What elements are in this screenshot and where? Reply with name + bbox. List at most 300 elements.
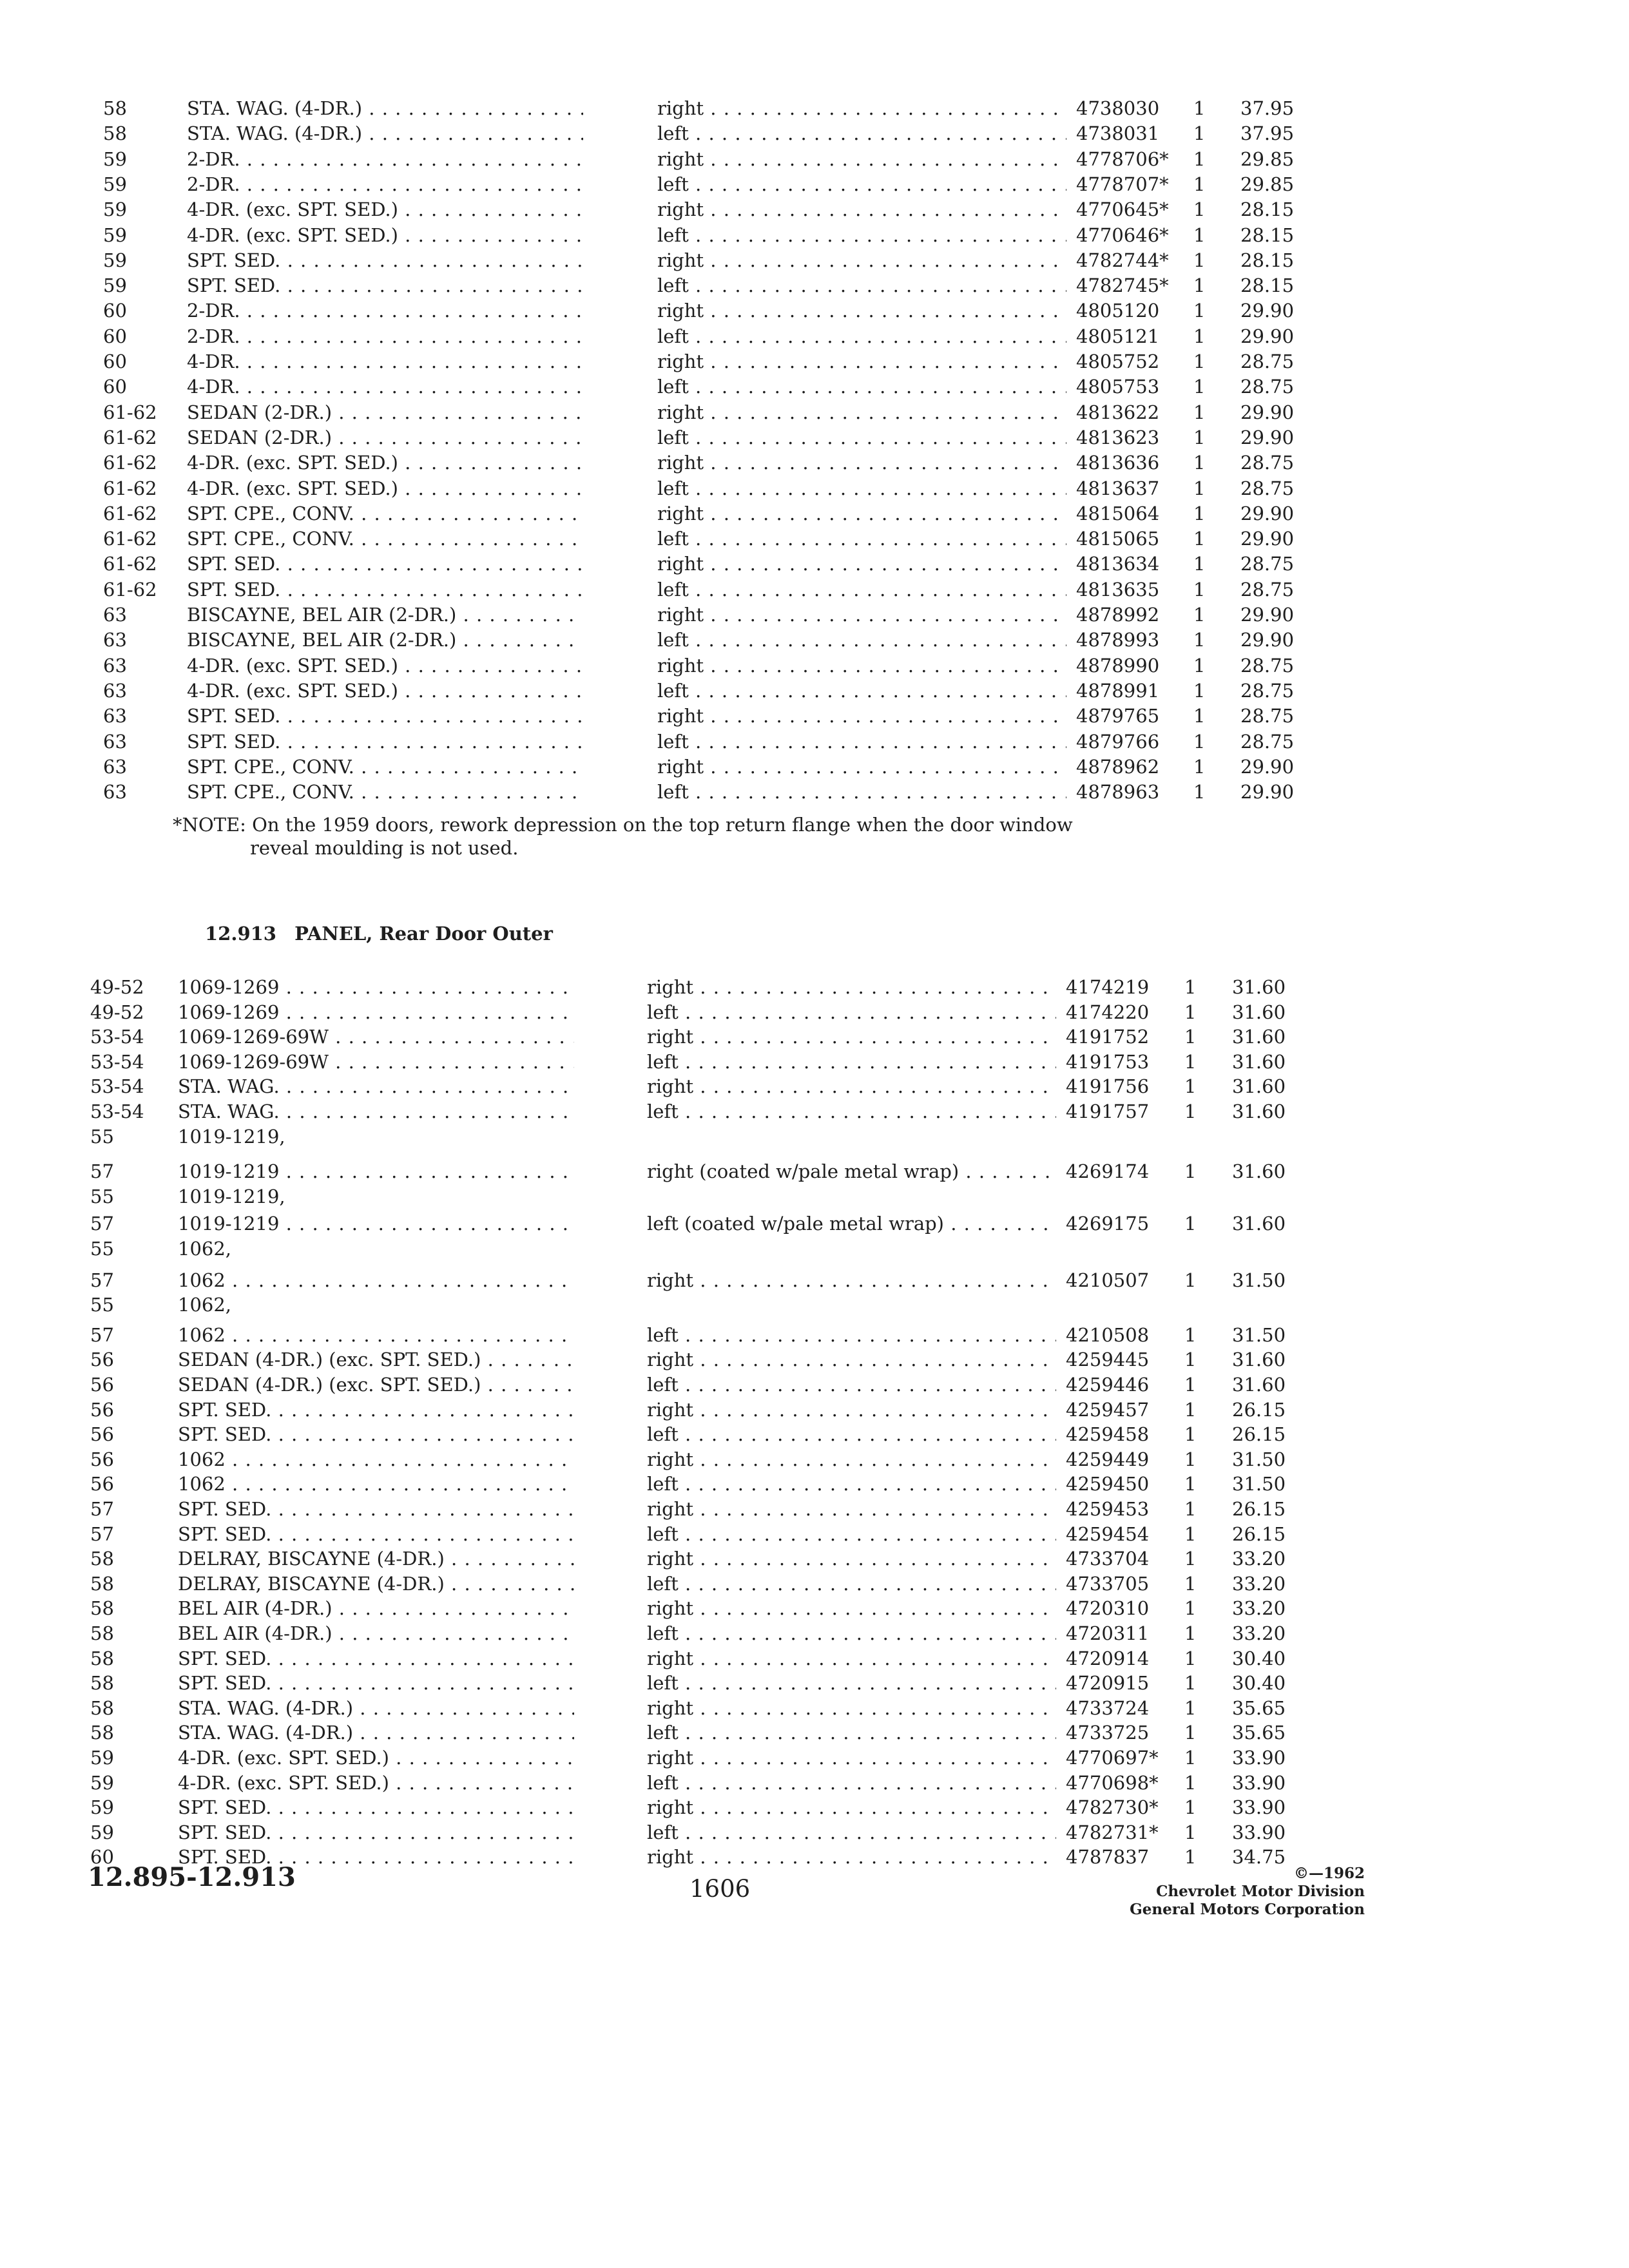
- year-cell: 59: [103, 249, 127, 271]
- quantity-cell: 1: [1193, 654, 1206, 677]
- side-cell: right . . .: [647, 1646, 1056, 1671]
- quantity-cell: 1: [1184, 1622, 1197, 1644]
- quantity-cell: 1: [1184, 1548, 1197, 1570]
- year-cell: 63: [103, 705, 127, 727]
- footnote: [173, 813, 1139, 860]
- price-cell: 31.60: [1232, 1349, 1286, 1371]
- quantity-cell: 1: [1184, 1213, 1197, 1235]
- table-row: [0, 399, 1629, 425]
- table-row: [0, 1292, 1629, 1318]
- corporation-name: General Motors Corporation: [1130, 1901, 1365, 1918]
- year-cell: 60: [103, 325, 127, 347]
- year-cell: 63: [103, 654, 127, 677]
- year-cell: 61-62: [103, 401, 157, 423]
- part-number-cell: 4733705: [1066, 1572, 1150, 1595]
- part-number-cell: 4259450: [1066, 1473, 1150, 1495]
- part-number-cell: 4805121: [1076, 325, 1160, 347]
- side-cell: left . . .: [657, 729, 1066, 754]
- side-cell: right . . .: [647, 974, 1056, 1000]
- side-cell: right . . .: [647, 1446, 1056, 1472]
- part-number-cell: 4269174: [1066, 1160, 1150, 1183]
- quantity-cell: 1: [1184, 1323, 1197, 1346]
- part-number-cell: 4259458: [1066, 1423, 1150, 1446]
- description-cell: 4-DR. (exc. SPT. SED.) . . .: [187, 653, 583, 678]
- side-cell: left . . .: [647, 1670, 1056, 1696]
- part-number-cell: 4878962: [1076, 755, 1160, 778]
- table-row: [0, 1099, 1629, 1124]
- description-cell: 2-DR. . . .: [187, 298, 583, 323]
- year-cell: 58: [103, 122, 127, 145]
- year-cell: 59: [103, 274, 127, 297]
- table-row: [0, 1471, 1629, 1497]
- year-cell: 61-62: [103, 553, 157, 575]
- part-number-cell: 4813623: [1076, 426, 1160, 448]
- part-number-cell: 4782744*: [1076, 249, 1169, 271]
- year-cell: 56: [90, 1473, 114, 1495]
- price-cell: 31.60: [1232, 1001, 1286, 1023]
- quantity-cell: 1: [1193, 198, 1206, 221]
- part-number-cell: 4191756: [1066, 1075, 1150, 1098]
- price-cell: 28.75: [1240, 376, 1295, 398]
- year-cell: 55: [90, 1238, 114, 1260]
- description-cell: 4-DR. . . .: [187, 374, 583, 399]
- side-cell: right . . .: [657, 653, 1066, 678]
- part-number-cell: 4733704: [1066, 1548, 1150, 1570]
- year-cell: 57: [90, 1323, 114, 1346]
- quantity-cell: 1: [1193, 351, 1206, 372]
- price-cell: 26.15: [1232, 1523, 1286, 1545]
- part-number-cell: 4782730*: [1066, 1796, 1159, 1819]
- side-cell: right . . .: [647, 1024, 1056, 1050]
- quantity-cell: 1: [1193, 249, 1206, 271]
- description-cell: DELRAY, BISCAYNE (4-DR.) . . .: [178, 1571, 574, 1597]
- quantity-cell: 1: [1193, 224, 1206, 246]
- side-cell: right . . .: [657, 501, 1066, 526]
- description-cell: BEL AIR (4-DR.) . . .: [178, 1595, 574, 1621]
- part-number-cell: 4174220: [1066, 1001, 1150, 1023]
- part-number-cell: 4210507: [1066, 1269, 1150, 1291]
- price-cell: 29.90: [1240, 300, 1295, 322]
- quantity-cell: 1: [1184, 1846, 1197, 1869]
- year-cell: 55: [90, 1125, 114, 1148]
- description-cell: 4-DR. (exc. SPT. SED.) . . .: [187, 450, 583, 476]
- part-number-cell: 4813637: [1076, 477, 1160, 499]
- description-cell: 1019-1219 . . .: [178, 1158, 574, 1184]
- year-cell: 59: [103, 148, 127, 170]
- quantity-cell: 1: [1184, 1572, 1197, 1595]
- quantity-cell: 1: [1193, 502, 1206, 524]
- part-number-cell: 4770645*: [1076, 198, 1169, 221]
- quantity-cell: 1: [1193, 452, 1206, 474]
- side-cell: left . . .: [657, 120, 1066, 146]
- year-cell: 58: [90, 1548, 114, 1570]
- year-cell: 55: [90, 1185, 114, 1207]
- year-cell: 49-52: [90, 976, 144, 998]
- description-cell: SEDAN (2-DR.) . . .: [187, 399, 583, 425]
- side-cell: left . . .: [647, 1471, 1056, 1497]
- table-row: [0, 120, 1629, 146]
- price-cell: 29.90: [1240, 755, 1295, 778]
- price-cell: 29.90: [1240, 629, 1295, 651]
- table-row: [0, 1745, 1629, 1771]
- side-cell: left . . .: [657, 222, 1066, 248]
- table-row: [0, 1236, 1629, 1262]
- quantity-cell: 1: [1184, 976, 1197, 998]
- year-cell: 56: [90, 1398, 114, 1421]
- quantity-cell: 1: [1184, 1722, 1197, 1744]
- part-number-cell: 4878992: [1076, 604, 1160, 626]
- side-cell: left . . .: [647, 1620, 1056, 1646]
- quantity-cell: 1: [1193, 122, 1206, 145]
- quantity-cell: 1: [1184, 1796, 1197, 1819]
- side-cell: right . . .: [657, 197, 1066, 222]
- description-cell: SPT. CPE., CONV. . . .: [187, 501, 583, 526]
- price-cell: 31.60: [1232, 1160, 1286, 1183]
- part-number-cell: 4259445: [1066, 1349, 1150, 1371]
- table-row: [0, 779, 1629, 805]
- description-cell: 4-DR. (exc. SPT. SED.) . . .: [187, 222, 583, 248]
- quantity-cell: 1: [1184, 1597, 1197, 1620]
- year-cell: 56: [90, 1349, 114, 1371]
- part-number-cell: 4210508: [1066, 1323, 1150, 1346]
- price-cell: 31.60: [1232, 976, 1286, 998]
- table-row: [0, 1571, 1629, 1597]
- description-cell: 2-DR. . . .: [187, 171, 583, 197]
- part-number-cell: 4770646*: [1076, 224, 1169, 246]
- part-number-cell: 4879766: [1076, 730, 1160, 753]
- year-cell: 60: [90, 1846, 114, 1869]
- price-cell: 31.50: [1232, 1323, 1286, 1346]
- table-row: [0, 1794, 1629, 1820]
- table-row: [0, 1267, 1629, 1293]
- quantity-cell: 1: [1184, 1374, 1197, 1396]
- year-cell: 56: [90, 1448, 114, 1470]
- description-cell: 4-DR. (exc. SPT. SED.) . . .: [187, 476, 583, 501]
- description-cell: 1062,: [178, 1238, 232, 1260]
- side-cell: right . . .: [647, 1745, 1056, 1771]
- year-cell: 59: [90, 1747, 114, 1769]
- side-cell: right (coated w/pale metal wrap) . . .: [647, 1158, 1056, 1184]
- side-cell: right . . .: [657, 95, 1066, 121]
- description-cell: 4-DR. (exc. SPT. SED.) . . .: [178, 1770, 574, 1796]
- price-cell: 30.40: [1232, 1672, 1286, 1695]
- part-number-cell: 4720915: [1066, 1672, 1150, 1695]
- part-number-cell: 4259454: [1066, 1523, 1150, 1545]
- year-cell: 61-62: [103, 502, 157, 524]
- table-row: [0, 1695, 1629, 1721]
- price-cell: 31.50: [1232, 1269, 1286, 1291]
- price-cell: 28.75: [1240, 679, 1295, 702]
- price-cell: 31.60: [1232, 1374, 1286, 1396]
- price-cell: 31.60: [1232, 1050, 1286, 1073]
- description-cell: 4-DR. . . .: [187, 349, 583, 374]
- part-number-cell: 4813634: [1076, 553, 1160, 575]
- copyright-year: ©—1962: [1293, 1865, 1365, 1882]
- table-row: [0, 551, 1629, 577]
- part-number-cell: 4778706*: [1076, 148, 1169, 170]
- quantity-cell: 1: [1184, 1448, 1197, 1470]
- side-cell: right . . .: [647, 1546, 1056, 1571]
- part-number-cell: 4813636: [1076, 452, 1160, 474]
- table-row: [0, 526, 1629, 552]
- description-cell: 1069-1269-69W . . .: [178, 1024, 574, 1050]
- table-row: [0, 323, 1629, 349]
- price-cell: 33.20: [1232, 1548, 1286, 1570]
- side-cell: left . . .: [657, 526, 1066, 552]
- side-cell: left . . .: [647, 1571, 1056, 1597]
- quantity-cell: 1: [1184, 1473, 1197, 1495]
- description-cell: 1019-1219,: [178, 1125, 285, 1148]
- table-row: [0, 1670, 1629, 1696]
- table-row: [0, 450, 1629, 476]
- description-cell: 1062 . . .: [178, 1471, 574, 1497]
- quantity-cell: 1: [1193, 528, 1206, 550]
- table-row: [0, 349, 1629, 374]
- description-cell: STA. WAG. . . .: [178, 1099, 574, 1124]
- description-cell: SEDAN (4-DR.) (exc. SPT. SED.) . . .: [178, 1347, 574, 1372]
- description-cell: SPT. SED. . . .: [178, 1670, 574, 1696]
- year-cell: 57: [90, 1160, 114, 1183]
- quantity-cell: 1: [1193, 578, 1206, 601]
- description-cell: SEDAN (2-DR.) . . .: [187, 425, 583, 450]
- side-cell: left (coated w/pale metal wrap) . . .: [647, 1211, 1056, 1236]
- side-cell: left . . .: [657, 374, 1066, 399]
- side-cell: right . . .: [647, 1695, 1056, 1721]
- description-cell: SPT. SED. . . .: [178, 1646, 574, 1671]
- description-cell: 4-DR. (exc. SPT. SED.) . . .: [187, 678, 583, 704]
- table-row: [0, 678, 1629, 704]
- table-row: [0, 1620, 1629, 1646]
- side-cell: left . . .: [647, 999, 1056, 1025]
- part-number-cell: 4787837: [1066, 1846, 1150, 1869]
- year-cell: 58: [90, 1597, 114, 1620]
- price-cell: 28.75: [1240, 705, 1295, 727]
- price-cell: 29.90: [1240, 502, 1295, 524]
- part-number-cell: 4805753: [1076, 376, 1160, 398]
- year-cell: 58: [90, 1647, 114, 1669]
- year-cell: 57: [90, 1213, 114, 1235]
- year-cell: 63: [103, 604, 127, 626]
- side-cell: right . . .: [657, 349, 1066, 374]
- quantity-cell: 1: [1184, 1001, 1197, 1023]
- price-cell: 31.60: [1232, 1100, 1286, 1122]
- table-row: [0, 374, 1629, 399]
- description-cell: SPT. SED. . . .: [178, 1794, 574, 1820]
- description-cell: SPT. SED. . . .: [187, 703, 583, 729]
- table-row: [0, 1770, 1629, 1796]
- table-row: [0, 999, 1629, 1025]
- side-cell: left . . .: [647, 1720, 1056, 1745]
- price-cell: 28.15: [1240, 274, 1295, 297]
- quantity-cell: 1: [1184, 1398, 1197, 1421]
- price-cell: 31.50: [1232, 1448, 1286, 1470]
- description-cell: SPT. SED. . . .: [187, 729, 583, 754]
- part-number-cell: 4770697*: [1066, 1747, 1159, 1769]
- table-row: [0, 627, 1629, 653]
- quantity-cell: 1: [1193, 629, 1206, 651]
- table-row: [0, 197, 1629, 222]
- table-row: [0, 1595, 1629, 1621]
- description-cell: SPT. CPE., CONV. . . .: [187, 754, 583, 780]
- part-number-cell: 4191752: [1066, 1026, 1150, 1048]
- table-row: [0, 602, 1629, 628]
- quantity-cell: 1: [1184, 1100, 1197, 1122]
- side-cell: right . . .: [657, 298, 1066, 323]
- description-cell: 1062 . . .: [178, 1267, 574, 1293]
- table-row: [0, 1347, 1629, 1372]
- quantity-cell: 1: [1193, 173, 1206, 195]
- part-number-cell: 4733725: [1066, 1722, 1150, 1744]
- side-cell: left . . .: [657, 476, 1066, 501]
- year-cell: 53-54: [90, 1026, 144, 1048]
- table-row: [0, 1184, 1629, 1209]
- part-number-cell: 4815065: [1076, 528, 1160, 550]
- price-cell: 28.15: [1240, 198, 1295, 221]
- year-cell: 61-62: [103, 452, 157, 474]
- quantity-cell: 1: [1193, 376, 1206, 398]
- year-cell: 61-62: [103, 477, 157, 499]
- description-cell: DELRAY, BISCAYNE (4-DR.) . . .: [178, 1546, 574, 1571]
- side-cell: left . . .: [657, 323, 1066, 349]
- table-row: [0, 1720, 1629, 1745]
- table-row: [0, 653, 1629, 678]
- description-cell: 1069-1269-69W . . .: [178, 1049, 574, 1075]
- year-cell: 60: [103, 376, 127, 398]
- price-cell: 29.90: [1240, 604, 1295, 626]
- section-number: 12.913: [205, 923, 276, 945]
- table-row: [0, 273, 1629, 298]
- part-number-cell: 4782731*: [1066, 1821, 1159, 1843]
- price-cell: 33.20: [1232, 1622, 1286, 1644]
- side-cell: right . . .: [647, 1595, 1056, 1621]
- year-cell: 61-62: [103, 578, 157, 601]
- description-cell: 4-DR. (exc. SPT. SED.) . . .: [178, 1745, 574, 1771]
- part-number-cell: 4878963: [1076, 781, 1160, 803]
- side-cell: left . . .: [647, 1521, 1056, 1547]
- description-cell: STA. WAG. (4-DR.) . . .: [187, 95, 583, 121]
- description-cell: STA. WAG. . . .: [178, 1073, 574, 1099]
- price-cell: 29.85: [1240, 173, 1295, 195]
- year-cell: 57: [90, 1523, 114, 1545]
- quantity-cell: 1: [1193, 97, 1206, 119]
- price-cell: 28.75: [1240, 553, 1295, 575]
- quantity-cell: 1: [1193, 553, 1206, 575]
- description-cell: 2-DR. . . .: [187, 323, 583, 349]
- table-row: [0, 247, 1629, 273]
- side-cell: left . . .: [647, 1372, 1056, 1398]
- price-cell: 31.50: [1232, 1473, 1286, 1495]
- price-cell: 30.40: [1232, 1647, 1286, 1669]
- table-row: [0, 1158, 1629, 1184]
- table-row: [0, 1446, 1629, 1472]
- part-number-cell: 4720311: [1066, 1622, 1150, 1644]
- price-cell: 33.90: [1232, 1821, 1286, 1843]
- quantity-cell: 1: [1184, 1026, 1197, 1048]
- description-cell: SPT. SED. . . .: [187, 551, 583, 577]
- description-cell: 2-DR. . . .: [187, 146, 583, 172]
- price-cell: 35.65: [1232, 1696, 1286, 1719]
- table-row: [0, 1124, 1629, 1149]
- description-cell: 1019-1219 . . .: [178, 1211, 574, 1236]
- side-cell: right . . .: [657, 754, 1066, 780]
- page-range: 12.895-12.913: [88, 1862, 296, 1892]
- table-row: [0, 222, 1629, 248]
- quantity-cell: 1: [1193, 401, 1206, 423]
- part-number-cell: 4805752: [1076, 351, 1160, 372]
- section-heading: [205, 923, 553, 945]
- copyright-block: [1130, 1865, 1365, 1919]
- quantity-cell: 1: [1184, 1269, 1197, 1291]
- quantity-cell: 1: [1184, 1747, 1197, 1769]
- side-cell: right . . .: [647, 1267, 1056, 1293]
- description-cell: 1019-1219,: [178, 1185, 285, 1207]
- description-cell: SPT. CPE., CONV. . . .: [187, 526, 583, 552]
- side-cell: right . . .: [647, 1073, 1056, 1099]
- side-cell: right . . .: [647, 1397, 1056, 1423]
- price-cell: 28.75: [1240, 452, 1295, 474]
- table-row: [0, 476, 1629, 501]
- description-cell: SPT. SED. . . .: [187, 577, 583, 602]
- table-row: [0, 1211, 1629, 1236]
- side-cell: left . . .: [657, 678, 1066, 704]
- side-cell: right . . .: [657, 551, 1066, 577]
- year-cell: 60: [103, 351, 127, 372]
- side-cell: right . . .: [647, 1496, 1056, 1522]
- quantity-cell: 1: [1193, 755, 1206, 778]
- quantity-cell: 1: [1193, 300, 1206, 322]
- table-row: [0, 171, 1629, 197]
- price-cell: 28.75: [1240, 351, 1295, 372]
- price-cell: 26.15: [1232, 1423, 1286, 1446]
- side-cell: left . . .: [647, 1820, 1056, 1845]
- quantity-cell: 1: [1184, 1771, 1197, 1794]
- table-row: [0, 754, 1629, 780]
- table-row: [0, 95, 1629, 121]
- part-number-cell: 4815064: [1076, 502, 1160, 524]
- price-cell: 29.90: [1240, 426, 1295, 448]
- quantity-cell: 1: [1184, 1075, 1197, 1098]
- side-cell: left . . .: [657, 171, 1066, 197]
- price-cell: 28.15: [1240, 224, 1295, 246]
- quantity-cell: 1: [1184, 1696, 1197, 1719]
- table-row: [0, 1646, 1629, 1671]
- year-cell: 63: [103, 781, 127, 803]
- side-cell: right . . .: [657, 703, 1066, 729]
- price-cell: 28.75: [1240, 654, 1295, 677]
- table-row: [0, 298, 1629, 323]
- year-cell: 61-62: [103, 528, 157, 550]
- year-cell: 53-54: [90, 1100, 144, 1122]
- year-cell: 60: [103, 300, 127, 322]
- part-number-cell: 4782745*: [1076, 274, 1169, 297]
- price-cell: 31.60: [1232, 1213, 1286, 1235]
- description-cell: 1062,: [178, 1294, 232, 1316]
- side-cell: left . . .: [657, 425, 1066, 450]
- table-row: [0, 1397, 1629, 1423]
- table-row: [0, 577, 1629, 602]
- side-cell: left . . .: [657, 779, 1066, 805]
- quantity-cell: 1: [1193, 426, 1206, 448]
- year-cell: 59: [90, 1796, 114, 1819]
- division-name: Chevrolet Motor Division: [1156, 1883, 1365, 1900]
- price-cell: 37.95: [1240, 97, 1295, 119]
- price-cell: 31.60: [1232, 1026, 1286, 1048]
- year-cell: 57: [90, 1498, 114, 1520]
- year-cell: 56: [90, 1374, 114, 1396]
- quantity-cell: 1: [1184, 1498, 1197, 1520]
- price-cell: 28.75: [1240, 578, 1295, 601]
- table-row: [0, 146, 1629, 172]
